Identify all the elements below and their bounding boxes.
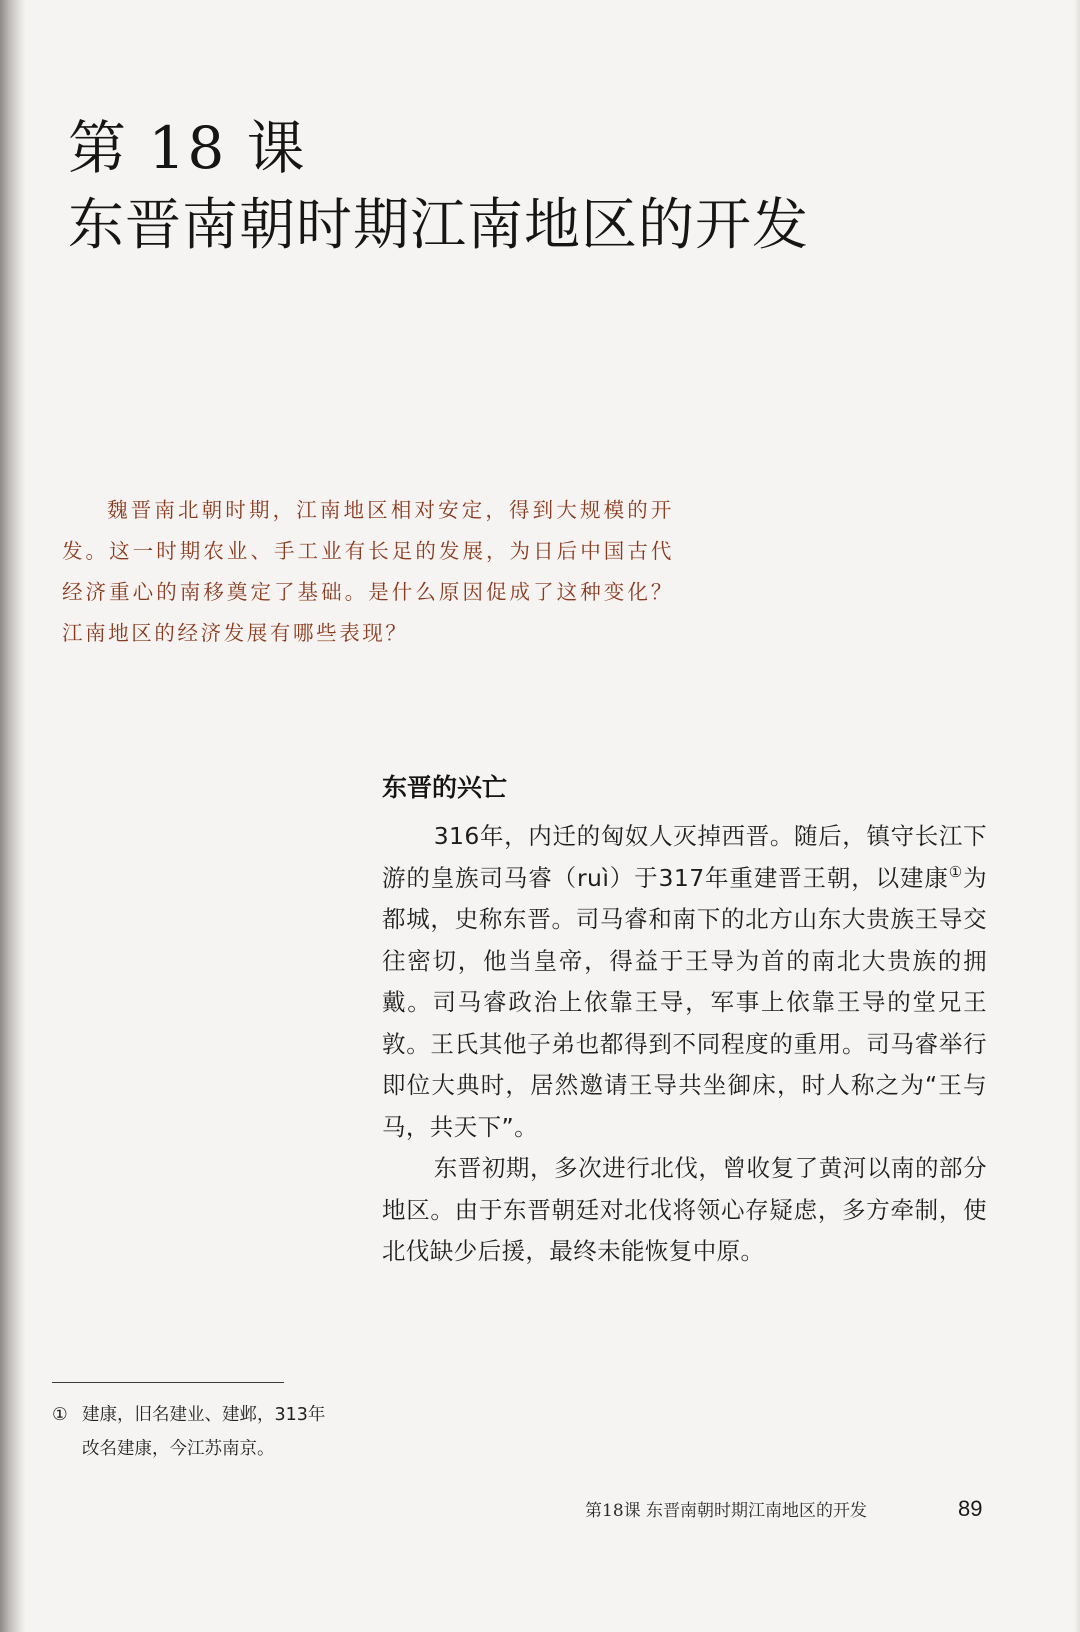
footnote-text-1: 建康，旧名建业、建邺，313年: [82, 1405, 326, 1425]
footnote-line-2: 改名建康，今江苏南京。: [82, 1439, 275, 1459]
footnote-line-1: [52, 1398, 402, 1432]
page-number: 89: [958, 1496, 983, 1521]
lesson-title: 东晋南朝时期江南地区的开发: [68, 193, 809, 258]
lesson-introduction: [62, 490, 674, 654]
footnote-reference: ①: [948, 862, 964, 881]
book-gutter-shadow: [0, 0, 26, 1632]
body-paragraph-2: 东晋初期，多次进行北伐，曾收复了黄河以南的部分地区。由于东晋朝廷对北伐将领心存疑虑，多方牵制，使北伐缺少后援，最终未能恢复中原。: [382, 1154, 987, 1265]
footnote: [52, 1398, 402, 1466]
footnote-divider: [52, 1382, 284, 1383]
body-paragraph-1: [382, 816, 987, 1148]
footnote-marker: ①: [52, 1405, 68, 1425]
section-heading: 东晋的兴亡: [382, 773, 508, 802]
intro-text: 魏晋南北朝时期，江南地区相对安定，得到大规模的开发。这一时期农业、手工业有长足的发展，为日后中国古代经济重心的南移奠定了基础。是什么原因促成了这种变化？江南地区的经济发展有哪些表现？: [62, 498, 674, 645]
section-eastern-jin: [382, 770, 987, 1273]
page-edge: [1074, 0, 1080, 1632]
running-footer: 第18课 东晋南朝时期江南地区的开发: [585, 1501, 868, 1521]
paragraph-1-part-a: 316年，内迁的匈奴人灭掉西晋。随后，镇守长江下游的皇族司马睿（ruì）于317年重建晋王朝，以建康: [382, 822, 987, 892]
lesson-number: 第 18 课: [68, 114, 307, 182]
paragraph-1-part-b: 为都城，史称东晋。司马睿和南下的北方山东大贵族王导交往密切，他当皇帝，得益于王导为首的南北大贵族的拥戴。司马睿政治上依靠王导，军事上依靠王导的堂兄王敦。王氏其他子弟也都得到不同程度的重用。司马睿举行即位大典时，居然邀请王导共坐御床，时人称之为“王与马，共天下”。: [382, 863, 987, 1141]
